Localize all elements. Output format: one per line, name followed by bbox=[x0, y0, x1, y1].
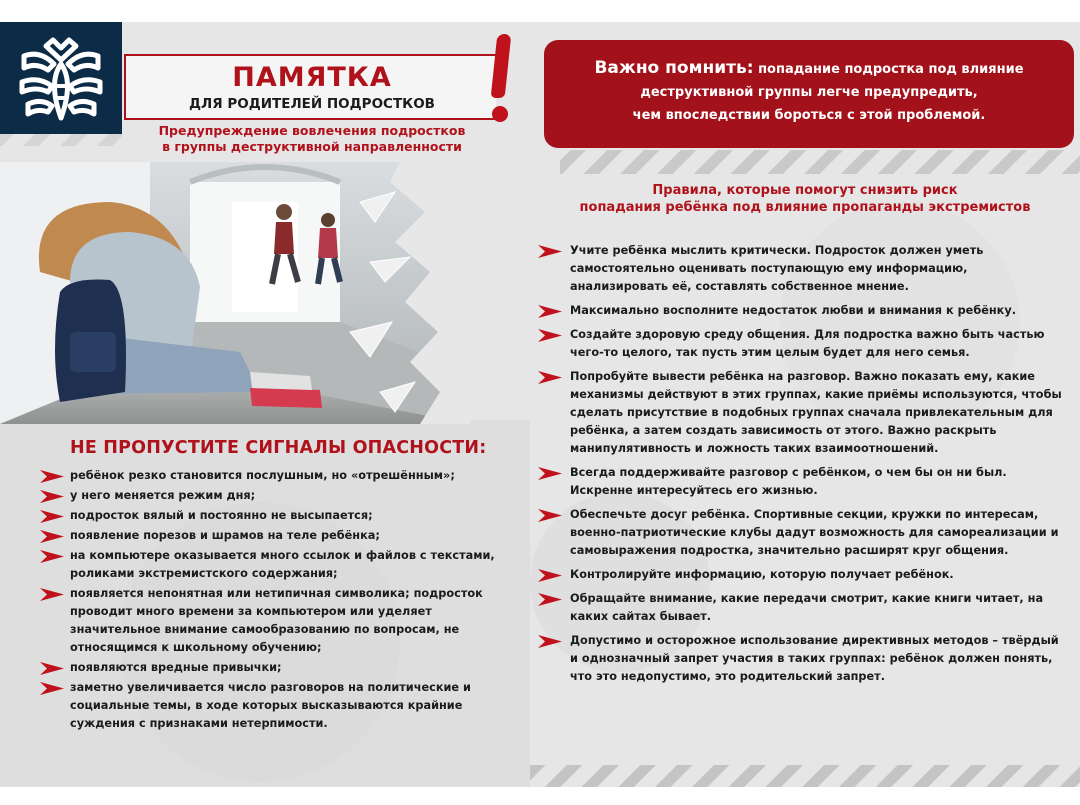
rules-title-line-2: попадания ребёнка под влияние пропаганды экстремистов bbox=[579, 200, 1031, 215]
important-text-2: деструктивной группы легче предупредить, bbox=[640, 85, 978, 100]
subtitle-line-1: Предупреждение вовлечения подростков bbox=[158, 123, 466, 138]
arrow-bullet-icon bbox=[538, 245, 562, 258]
signals-list bbox=[40, 467, 518, 735]
arrow-bullet-icon bbox=[40, 662, 64, 675]
logo bbox=[0, 22, 122, 134]
list-item: ребёнок резко становится послушным, но «отрешённым»; bbox=[40, 467, 518, 485]
subtitle-line-2: в группы деструктивной направленности bbox=[162, 139, 462, 154]
arrow-bullet-icon bbox=[538, 329, 562, 342]
arrow-bullet-icon bbox=[40, 682, 64, 695]
exclamation-dot-icon bbox=[492, 106, 508, 122]
arrow-bullet-icon bbox=[538, 593, 562, 606]
list-item: Создайте здоровую среду общения. Для подростка важно быть частью чего-то целого, так пусть этим целым будет для него семья. bbox=[538, 326, 1066, 362]
list-item: появляются вредные привычки; bbox=[40, 659, 518, 677]
hazard-stripes bbox=[530, 765, 1080, 787]
list-item: заметно увеличивается число разговоров на политические и социальные темы, в ходе которых высказываются крайние суждения с признаками нетерпимости. bbox=[40, 679, 518, 733]
list-item: Максимально восполните недостаток любви и внимания к ребёнку. bbox=[538, 302, 1066, 320]
list-item: Обеспечьте досуг ребёнка. Спортивные секции, кружки по интересам, военно-патриотические клубы дадут возможность для самореализации и самовыражения подростка, значительно расширят круг общения. bbox=[538, 506, 1066, 560]
list-item: Допустимо и осторожное использование директивных методов – твёрдый и однозначный запрет участия в таких группах: ребёнок должен понять, что это недопустимо, это родительский запрет. bbox=[538, 632, 1066, 686]
list-item: у него меняется режим дня; bbox=[40, 487, 518, 505]
arrow-bullet-icon bbox=[538, 569, 562, 582]
poster bbox=[0, 22, 1080, 787]
arrow-bullet-icon bbox=[40, 588, 64, 601]
arrow-bullet-icon bbox=[40, 490, 64, 503]
list-item: Обращайте внимание, какие передачи смотрит, какие книги читает, на каких сайтах бывает. bbox=[538, 590, 1066, 626]
important-text-1: попадание подростка под влияние bbox=[758, 62, 1024, 77]
list-item: Контролируйте информацию, которую получает ребёнок. bbox=[538, 566, 1066, 584]
page-title-sub: ДЛЯ РОДИТЕЛЕЙ ПОДРОСТКОВ bbox=[189, 96, 435, 112]
arrow-bullet-icon bbox=[40, 510, 64, 523]
arrow-bullet-icon bbox=[538, 509, 562, 522]
important-banner bbox=[544, 40, 1074, 148]
title-box bbox=[124, 54, 496, 120]
arrow-bullet-icon bbox=[538, 467, 562, 480]
list-item: появляется непонятная или нетипичная символика; подросток проводит много времени за компьютером или уделяет значительное внимание самообразованию по вопросам, не относящимся к школьному обучению; bbox=[40, 585, 518, 657]
signals-heading: НЕ ПРОПУСТИТЕ СИГНАЛЫ ОПАСНОСТИ: bbox=[70, 438, 487, 458]
arrow-bullet-icon bbox=[40, 470, 64, 483]
arrow-bullet-icon bbox=[538, 305, 562, 318]
page-title: ПАМЯТКА bbox=[232, 62, 392, 93]
list-item: Всегда поддерживайте разговор с ребёнком, о чем бы он ни был. Искренне интересуйтесь его жизнью. bbox=[538, 464, 1066, 500]
subtitle bbox=[134, 123, 490, 155]
important-lead: Важно помнить: bbox=[594, 58, 754, 78]
arrow-bullet-icon bbox=[538, 371, 562, 384]
important-text-3: чем впоследствии бороться с этой проблемой. bbox=[632, 108, 986, 123]
rules-list bbox=[538, 242, 1066, 692]
list-item: подросток вялый и постоянно не высыпается; bbox=[40, 507, 518, 525]
photo-illustration bbox=[0, 162, 470, 424]
rules-title bbox=[552, 182, 1058, 216]
arrow-bullet-icon bbox=[40, 530, 64, 543]
list-item: появление порезов и шрамов на теле ребёнка; bbox=[40, 527, 518, 545]
list-item: Учите ребёнка мыслить критически. Подросток должен уметь самостоятельно оценивать поступающую ему информацию, анализировать её, составлять собственное мнение. bbox=[538, 242, 1066, 296]
rules-title-line-1: Правила, которые помогут снизить риск bbox=[652, 183, 958, 198]
arrow-bullet-icon bbox=[40, 550, 64, 563]
arrow-bullet-icon bbox=[538, 635, 562, 648]
emblem-icon bbox=[14, 34, 108, 124]
list-item: на компьютере оказывается много ссылок и файлов с текстами, роликами экстремистского содержания; bbox=[40, 547, 518, 583]
important-line-1 bbox=[558, 57, 1060, 81]
list-item: Попробуйте вывести ребёнка на разговор. Важно показать ему, какие механизмы действуют в этих группах, какие приёмы используются, чтобы сделать присутствие в подобных группах сначала привлекательным для ребёнка, а затем создать зависимость от этого. Важно раскрыть манипулятивность и ложность таких взаимоотношений. bbox=[538, 368, 1066, 458]
